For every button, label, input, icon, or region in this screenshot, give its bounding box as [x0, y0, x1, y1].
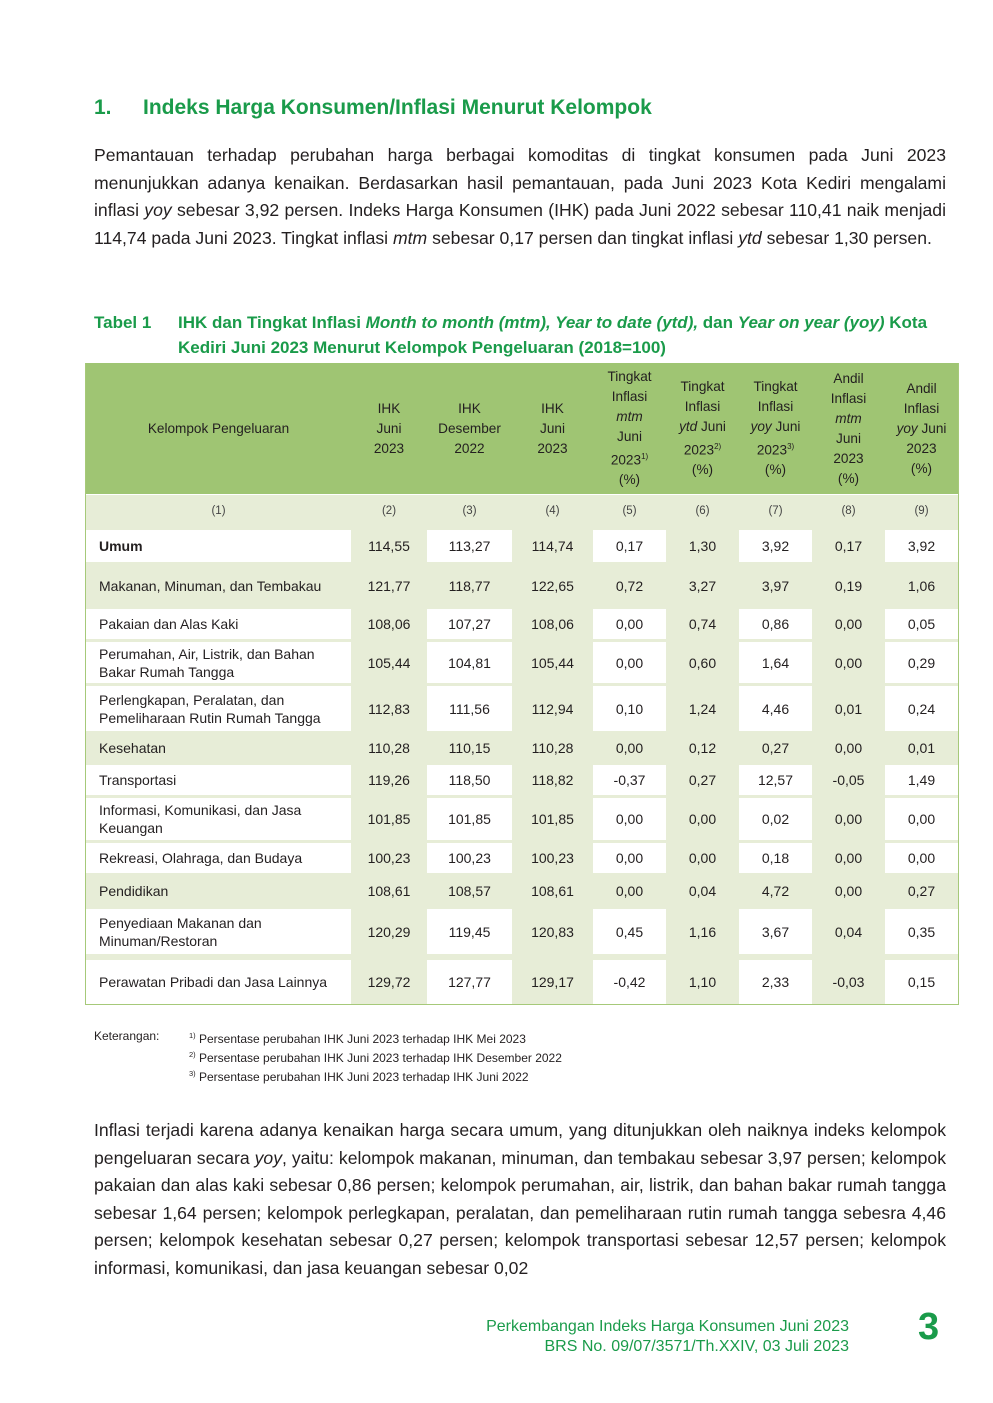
- row-label: Kesehatan: [86, 731, 351, 762]
- header-ihk-desember-2022: IHK Desember 2022: [427, 363, 512, 494]
- row-label: Makanan, Minuman, dan Tembakau: [86, 562, 351, 606]
- table-cell: 108,06: [512, 606, 593, 639]
- table-cell: 108,61: [512, 873, 593, 906]
- table-cell: 3,67: [739, 906, 812, 954]
- index-cell: (5): [593, 494, 666, 527]
- table-cell: 0,17: [812, 527, 885, 562]
- table-cell: 108,06: [351, 606, 427, 639]
- table-cell: 12,57: [739, 762, 812, 795]
- row-label: Pendidikan: [86, 873, 351, 906]
- table-cell: 108,61: [351, 873, 427, 906]
- index-cell: (2): [351, 494, 427, 527]
- table-cell: 0,01: [885, 731, 958, 762]
- table-cell: 100,23: [427, 840, 512, 873]
- notes-list: [189, 1028, 689, 1085]
- table-cell: 4,72: [739, 873, 812, 906]
- table-cell: -0,37: [593, 762, 666, 795]
- text-segment: IHK dan Tingkat Inflasi: [178, 313, 366, 332]
- text-italic: yoy: [144, 200, 172, 220]
- index-cell: (4): [512, 494, 593, 527]
- table-cell: 0,00: [812, 731, 885, 762]
- table-cell: 100,23: [512, 840, 593, 873]
- table-row: [86, 873, 958, 906]
- table-cell: 0,00: [593, 731, 666, 762]
- text-italic: ytd: [738, 227, 762, 248]
- index-cell: (8): [812, 494, 885, 527]
- table-cell: -0,42: [593, 954, 666, 1004]
- table-cell: 4,46: [739, 683, 812, 731]
- page-footer: [486, 1317, 849, 1357]
- table-cell: -0,03: [812, 954, 885, 1004]
- table-cell: 0,00: [593, 795, 666, 840]
- index-cell: (7): [739, 494, 812, 527]
- header-andil-mtm: Andil Inflasi mtm Juni 2023 (%): [812, 363, 885, 494]
- table-cell: 0,15: [885, 954, 958, 1004]
- analysis-paragraph: [94, 1117, 946, 1282]
- table-cell: 1,16: [666, 906, 739, 954]
- table-cell: 3,92: [739, 527, 812, 562]
- table-cell: 118,50: [427, 762, 512, 795]
- table-cell: 119,26: [351, 762, 427, 795]
- table-caption: [94, 310, 954, 360]
- table-row: [86, 639, 958, 683]
- table-row: [86, 683, 958, 731]
- inflation-table: [85, 363, 959, 1005]
- notes-label: Keterangan:: [94, 1029, 160, 1043]
- note-1: $^{1)}$ Persentase perubahan IHK Juni 2023 terhadap IHK Mei 2023: [189, 1031, 526, 1046]
- table-cell: 0,86: [739, 606, 812, 639]
- note-3: $^{3)}$ Persentase perubahan IHK Juni 2023 terhadap IHK Juni 2022: [189, 1069, 529, 1084]
- text-segment: Kota Kediri Juni 2023 Menurut Kelompok Pengeluaran (2018=100): [178, 313, 928, 357]
- table-cell: 110,28: [512, 731, 593, 762]
- text-segment: dan: [698, 313, 738, 332]
- text-segment: sebesar 1,30 persen.: [761, 227, 932, 248]
- table-cell: 3,27: [666, 562, 739, 606]
- table-cell: 0,74: [666, 606, 739, 639]
- table-row: [86, 731, 958, 762]
- table-cell: 113,27: [427, 527, 512, 562]
- header-inflasi-ytd: Tingkat Inflasi ytd Juni 2023$^{2)}$ (%): [666, 363, 739, 494]
- table-cell: 0,12: [666, 731, 739, 762]
- table-cell: 0,45: [593, 906, 666, 954]
- table-cell: 100,23: [351, 840, 427, 873]
- table-cell: 0,05: [885, 606, 958, 639]
- table-cell: 1,10: [666, 954, 739, 1004]
- table-cell: 104,81: [427, 639, 512, 683]
- table-cell: 101,85: [512, 795, 593, 840]
- header-inflasi-mtm: Tingkat Inflasi mtm Juni 2023$^{1)}$ (%): [593, 363, 666, 494]
- table-row: [86, 840, 958, 873]
- table-body: [86, 527, 958, 1004]
- text-segment: sebesar 3,92 persen. Indeks Harga Konsumen (IHK) pada Juni 2022 sebesar 110,41 naik menjadi 114,74 pada Juni 2023. Tingkat inflasi: [94, 200, 946, 248]
- table-cell: 118,82: [512, 762, 593, 795]
- table-cell: 3,92: [885, 527, 958, 562]
- table-cell: 121,77: [351, 562, 427, 606]
- table-cell: 1,06: [885, 562, 958, 606]
- row-label: Perawatan Pribadi dan Jasa Lainnya: [86, 954, 351, 1004]
- table-cell: 0,00: [885, 840, 958, 873]
- table-cell: 0,00: [885, 795, 958, 840]
- table-cell: 1,30: [666, 527, 739, 562]
- row-label: Pakaian dan Alas Kaki: [86, 606, 351, 639]
- index-cell: (1): [86, 494, 351, 527]
- table-cell: 0,01: [812, 683, 885, 731]
- table-row: [86, 795, 958, 840]
- text-segment: Pemantauan terhadap perubahan harga berbagai komoditas di tingkat konsumen pada Juni 2023 menunjukkan adanya kenaikan. Berdasarkan hasil pemantauan, pada Juni 2023 Kota Kediri mengalami inflasi: [94, 145, 946, 220]
- table-cell: 0,60: [666, 639, 739, 683]
- table-cell: 110,28: [351, 731, 427, 762]
- table-cell: 110,15: [427, 731, 512, 762]
- table-cell: 0,24: [885, 683, 958, 731]
- text-segment: sebesar 0,17 persen dan tingkat inflasi: [427, 227, 739, 248]
- row-label: Transportasi: [86, 762, 351, 795]
- table-cell: 0,17: [593, 527, 666, 562]
- table-cell: 1,64: [739, 639, 812, 683]
- table-cell: 0,04: [812, 906, 885, 954]
- section-title: Indeks Harga Konsumen/Inflasi Menurut Kelompok: [143, 96, 652, 119]
- table-cell: 0,27: [739, 731, 812, 762]
- table-cell: 0,02: [739, 795, 812, 840]
- table-cell: 0,35: [885, 906, 958, 954]
- table-cell: 0,00: [812, 795, 885, 840]
- text-segment: , yaitu: kelompok makanan, minuman, dan tembakau sebesar 3,97 persen; kelompok pakaian dan alas kaki sebesar 0,86 persen; kelompok perumahan, air, listrik, dan bahan bakar rumah tangga sebesar 1,64 persen; kelompok perlegkapan, peralatan, dan pemeliharaan rutin rumah tangga sebesra 4,46 persen; kelompok kesehatan sebesar 0,27 persen; kelompok transportasi sebesar 12,57 persen; kelompok informasi, komunikasi, dan jasa keuangan sebesar 0,02: [94, 1147, 946, 1278]
- row-label: Informasi, Komunikasi, dan Jasa Keuangan: [86, 795, 351, 840]
- table-cell: 0,00: [666, 840, 739, 873]
- table-cell: 0,19: [812, 562, 885, 606]
- table-cell: 114,55: [351, 527, 427, 562]
- row-label: Rekreasi, Olahraga, dan Budaya: [86, 840, 351, 873]
- text-segment: Inflasi terjadi karena adanya kenaikan harga secara umum, yang ditunjukkan oleh naiknya indeks kelompok pengeluaran secara: [94, 1120, 946, 1168]
- note-2: $^{2)}$ Persentase perubahan IHK Juni 2023 terhadap IHK Desember 2022: [189, 1050, 562, 1065]
- table-cell: 112,94: [512, 683, 593, 731]
- intro-paragraph: [94, 142, 946, 252]
- text-italic: Year on year (yoy): [737, 313, 885, 332]
- table-cell: 119,45: [427, 906, 512, 954]
- row-label: Penyediaan Makanan dan Minuman/Restoran: [86, 906, 351, 954]
- table-cell: 0,00: [666, 795, 739, 840]
- table-cell: 0,72: [593, 562, 666, 606]
- table-cell: 107,27: [427, 606, 512, 639]
- text-italic: Month to month (mtm), Year to date (ytd),: [365, 313, 699, 332]
- footer-publication-title: Perkembangan Indeks Harga Konsumen Juni 2023: [486, 1318, 849, 1335]
- table-cell: 129,72: [351, 954, 427, 1004]
- table-cell: 0,00: [812, 606, 885, 639]
- table-row: [86, 762, 958, 795]
- table-row: [86, 562, 958, 606]
- page-number: 3: [918, 1306, 940, 1348]
- table-cell: 0,00: [593, 639, 666, 683]
- table-cell: -0,05: [812, 762, 885, 795]
- table-cell: 0,00: [593, 840, 666, 873]
- index-cell: (3): [427, 494, 512, 527]
- table-cell: 120,83: [512, 906, 593, 954]
- table-cell: 0,27: [666, 762, 739, 795]
- header-inflasi-yoy: Tingkat Inflasi yoy Juni 2023$^{3)}$ (%): [739, 363, 812, 494]
- table-cell: 2,33: [739, 954, 812, 1004]
- section-heading: [94, 96, 954, 120]
- table-cell: 129,17: [512, 954, 593, 1004]
- table-cell: 3,97: [739, 562, 812, 606]
- table-cell: 112,83: [351, 683, 427, 731]
- table-row: [86, 906, 958, 954]
- header-ihk-juni-2023: IHK Juni 2023: [351, 363, 427, 494]
- table-label: Tabel 1: [94, 313, 152, 332]
- table-cell: 118,77: [427, 562, 512, 606]
- table-row: [86, 954, 958, 1004]
- row-label: Perlengkapan, Peralatan, dan Pemeliharaan Rutin Rumah Tangga: [86, 683, 351, 731]
- table-cell: 0,18: [739, 840, 812, 873]
- table-cell: 0,00: [593, 606, 666, 639]
- table-row: [86, 606, 958, 639]
- table-cell: 127,77: [427, 954, 512, 1004]
- text-italic: mtm: [392, 227, 428, 248]
- table-cell: 0,00: [812, 840, 885, 873]
- header-ihk-juni-2023-b: IHK Juni 2023: [512, 363, 593, 494]
- table-cell: 114,74: [512, 527, 593, 562]
- table-index-row: [86, 494, 958, 527]
- table-cell: 0,29: [885, 639, 958, 683]
- table-cell: 101,85: [427, 795, 512, 840]
- row-label: Umum: [86, 527, 351, 562]
- footer-brs-number: BRS No. 09/07/3571/Th.XXIV, 03 Juli 2023: [544, 1338, 849, 1355]
- table-cell: 122,65: [512, 562, 593, 606]
- index-cell: (6): [666, 494, 739, 527]
- table-cell: 1,49: [885, 762, 958, 795]
- table-cell: 0,00: [593, 873, 666, 906]
- table-cell: 111,56: [427, 683, 512, 731]
- table-title: [178, 310, 954, 360]
- table-cell: 0,00: [812, 873, 885, 906]
- table-header-row: [86, 363, 958, 494]
- table-cell: 0,10: [593, 683, 666, 731]
- table-cell: 0,04: [666, 873, 739, 906]
- table-row: [86, 527, 958, 562]
- index-cell: (9): [885, 494, 958, 527]
- table-cell: 120,29: [351, 906, 427, 954]
- row-label: Perumahan, Air, Listrik, dan Bahan Bakar Rumah Tangga: [86, 639, 351, 683]
- text-italic: yoy: [254, 1147, 282, 1168]
- section-number: 1.: [94, 96, 112, 119]
- table-cell: 1,24: [666, 683, 739, 731]
- table-cell: 0,27: [885, 873, 958, 906]
- table-cell: 108,57: [427, 873, 512, 906]
- table-cell: 105,44: [351, 639, 427, 683]
- header-kelompok: Kelompok Pengeluaran: [86, 363, 351, 494]
- header-andil-yoy: Andil Inflasi yoy Juni 2023 (%): [885, 363, 958, 494]
- table-cell: 0,00: [812, 639, 885, 683]
- table-cell: 101,85: [351, 795, 427, 840]
- table-cell: 105,44: [512, 639, 593, 683]
